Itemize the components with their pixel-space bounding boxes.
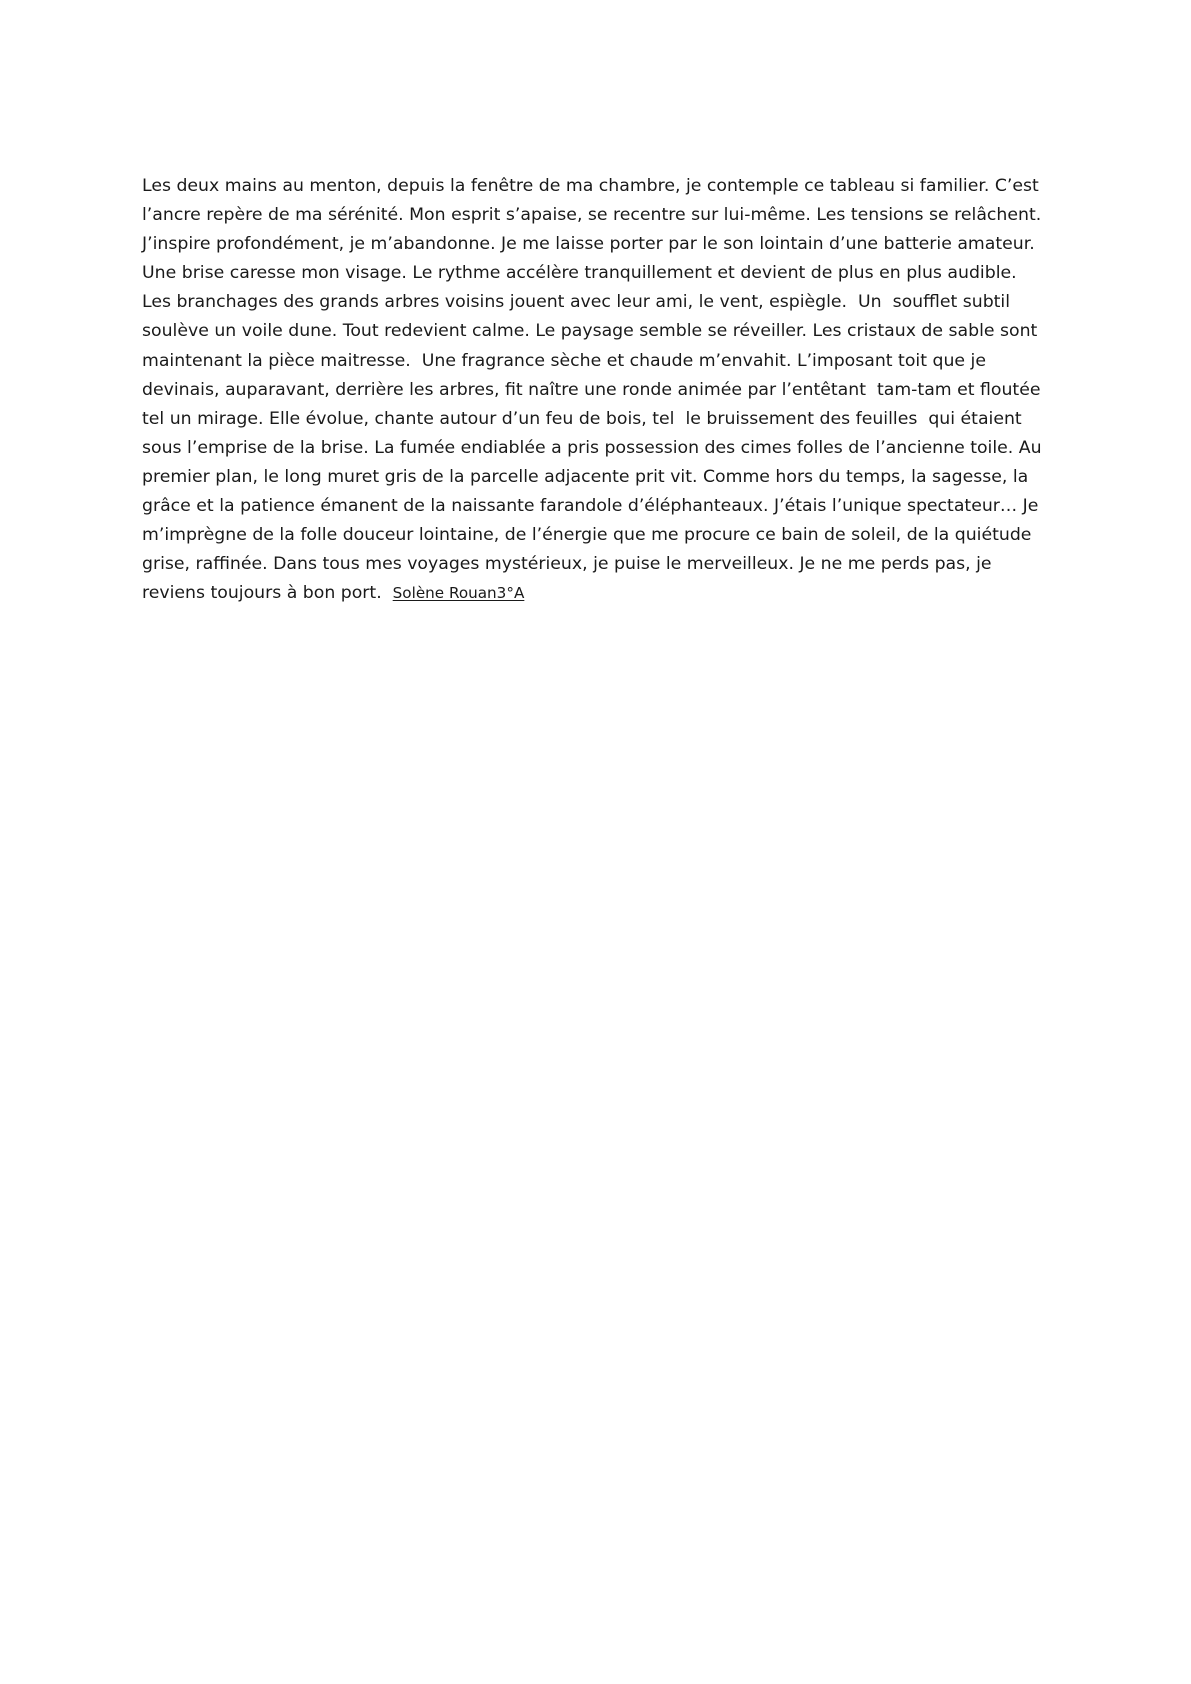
author-signature: Solène Rouan3°A [392, 584, 525, 603]
paragraph-last-line [142, 579, 1072, 608]
paragraph-line: Les branchages des grands arbres voisins jouent avec leur ami, le vent, espiègle. Un soufflet subtil [142, 292, 1011, 313]
paragraph-line: maintenant la pièce maitresse. Une fragrance sèche et chaude m’envahit. L’imposant toit que je [142, 350, 986, 371]
paragraph-line: grâce et la patience émanent de la naissante farandole d’éléphanteaux. J’étais l’unique spectateur… Je [142, 496, 1039, 517]
paragraph-line: Les deux mains au menton, depuis la fenêtre de ma chambre, je contemple ce tableau si familier. C’est [142, 176, 1039, 196]
paragraph-line: premier plan, le long muret gris de la parcelle adjacente prit vit. Comme hors du temps, la sagesse, la [142, 466, 1029, 487]
paragraph-line: l’ancre repère de ma sérénité. Mon esprit s’apaise, se recentre sur lui-même. Les tensions se relâchent. [142, 205, 1042, 226]
paragraph-line: J’inspire profondément, je m’abandonne. Je me laisse porter par le son lointain d’une batterie amateur. [142, 234, 1035, 255]
last-line-text: reviens toujours à bon port. [142, 583, 393, 604]
paragraph-line: m’imprègne de la folle douceur lointaine, de l’énergie que me procure ce bain de soleil, de la quiétude [142, 525, 1032, 546]
paragraph-line: Une brise caresse mon visage. Le rythme accélère tranquillement et devient de plus en plus audible. [142, 263, 1017, 284]
body-paragraph [142, 172, 1072, 608]
paragraph-line: devinais, auparavant, derrière les arbres, fit naître une ronde animée par l’entêtant tam-tam et floutée [142, 379, 1041, 400]
paragraph-line: soulève un voile dune. Tout redevient calme. Le paysage semble se réveiller. Les cristaux de sable sont [142, 321, 1038, 342]
paragraph-line: tel un mirage. Elle évolue, chante autour d’un feu de bois, tel le bruissement des feuilles qui étaient [142, 408, 1022, 429]
paragraph-line: sous l’emprise de la brise. La fumée endiablée a pris possession des cimes folles de l’ancienne toile. Au [142, 437, 1042, 458]
paragraph-line: grise, raffinée. Dans tous mes voyages mystérieux, je puise le merveilleux. Je ne me perds pas, je [142, 554, 992, 575]
